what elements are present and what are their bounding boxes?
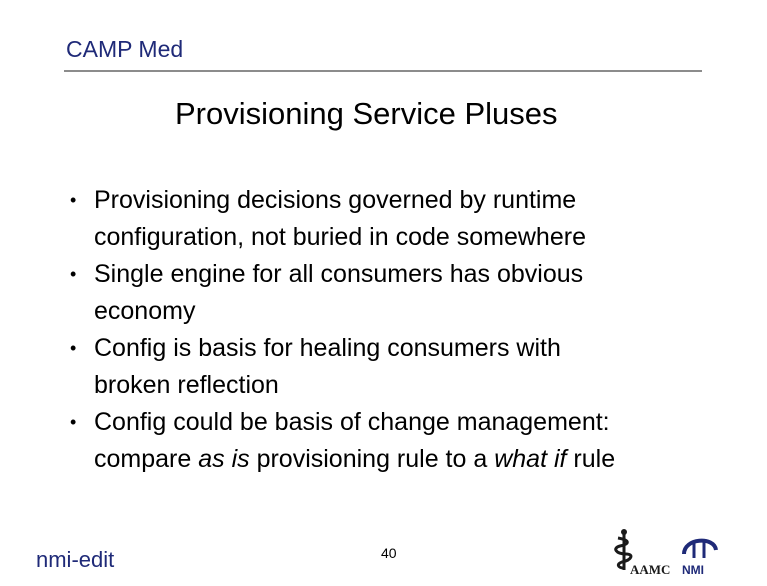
bullet-item bbox=[70, 182, 730, 256]
bullet-text-line-mixed bbox=[94, 441, 730, 478]
text-run: provisioning rule to a bbox=[249, 445, 495, 473]
bullet-list bbox=[70, 182, 730, 478]
bullet-text-line: economy bbox=[94, 297, 196, 325]
aamc-logo-text: AAMC bbox=[630, 562, 671, 577]
bullet-dot: • bbox=[70, 338, 77, 358]
caduceus-icon bbox=[616, 529, 631, 570]
emphasis-what-if: what if bbox=[494, 445, 567, 473]
aamc-logo bbox=[612, 528, 676, 578]
footer-brand: nmi-edit bbox=[36, 547, 115, 572]
slide-title: Provisioning Service Pluses bbox=[175, 96, 558, 131]
bullet-text-line: Single engine for all consumers has obvious bbox=[94, 260, 584, 288]
header-title: CAMP Med bbox=[66, 36, 184, 62]
bullet-item bbox=[70, 256, 730, 330]
bullet-item bbox=[70, 330, 730, 404]
bullet-item bbox=[70, 404, 730, 478]
bullet-text-line: configuration, not buried in code somewhere bbox=[94, 223, 586, 251]
nmi-logo bbox=[678, 528, 722, 578]
text-run: compare bbox=[94, 445, 199, 473]
text-run: rule bbox=[566, 445, 616, 473]
page-number: 40 bbox=[381, 545, 397, 561]
nmi-logo-text: NMI bbox=[682, 563, 704, 577]
emphasis-as-is: as is bbox=[198, 445, 250, 473]
nmi-swoosh-icon bbox=[684, 540, 716, 558]
header-divider bbox=[64, 70, 702, 72]
bullet-dot: • bbox=[70, 264, 77, 284]
bullet-dot: • bbox=[70, 190, 77, 210]
bullet-dot: • bbox=[70, 412, 77, 432]
bullet-text-line: broken reflection bbox=[94, 371, 279, 399]
bullet-text-line: Provisioning decisions governed by runtime bbox=[94, 186, 577, 214]
bullet-text-line: Config is basis for healing consumers with bbox=[94, 334, 561, 362]
bullet-text-line: Config could be basis of change management: bbox=[94, 408, 610, 436]
